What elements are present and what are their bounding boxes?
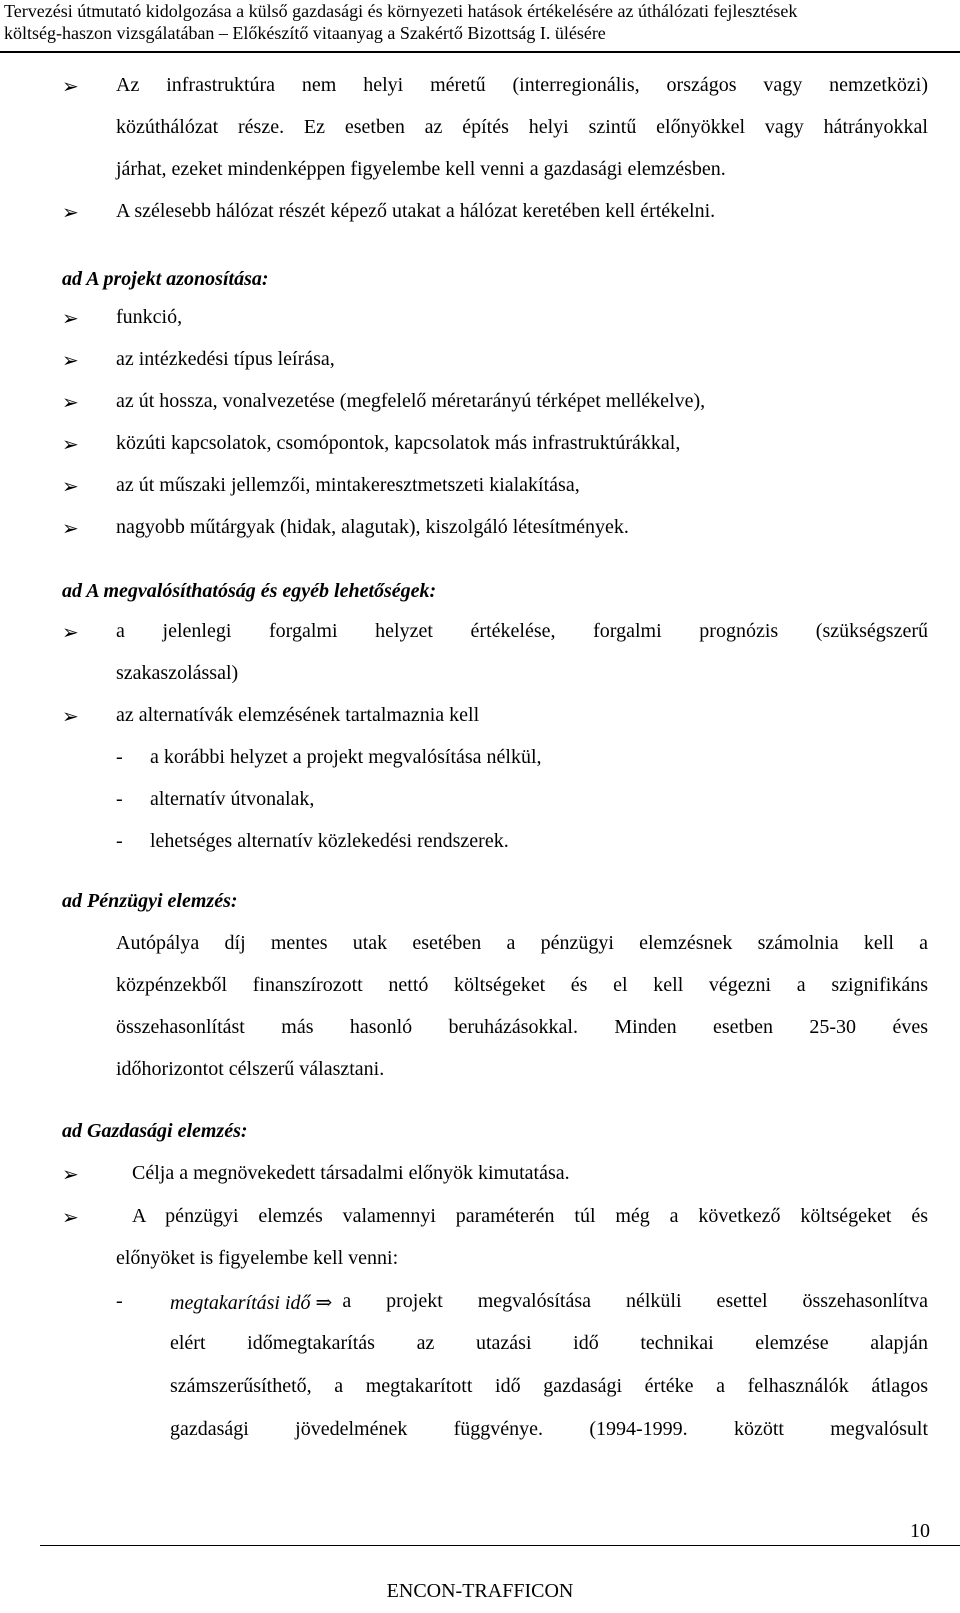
bullet-arrow-icon: ➢ (62, 308, 79, 330)
s3-line-2: közpénzekből finanszírozott nettó költségeket és el kell végezni a szignifikáns (116, 974, 928, 996)
bullet-arrow-icon: ➢ (62, 622, 79, 644)
s2-bullet-2: az alternatívák elemzésének tartalmaznia kell (116, 704, 480, 726)
dash-marker: - (116, 788, 123, 810)
footer-rule (40, 1545, 960, 1546)
header-line-1: Tervezési útmutató kidolgozása a külső gazdasági és környezeti hatások értékelésére az úthálózati fejlesztések (4, 1, 798, 21)
section-heading-project-identification: ad A projekt azonosítása: (62, 268, 269, 290)
bullet-arrow-icon: ➢ (62, 434, 79, 456)
bullet-arrow-icon: ➢ (62, 476, 79, 498)
bullet-arrow-icon: ➢ (62, 202, 79, 224)
s2-bullet-1-line-2: szakaszolással) (116, 662, 239, 684)
s1-item-4: közúti kapcsolatok, csomópontok, kapcsolatok más infrastruktúrákkal, (116, 432, 681, 454)
footer-company: ENCON-TRAFFICON (386, 1580, 574, 1602)
s4-bullet-1: Célja a megnövekedett társadalmi előnyök kimutatása. (132, 1162, 570, 1184)
section-heading-feasibility: ad A megvalósíthatóság és egyéb lehetőségek: (62, 580, 437, 602)
running-header (0, 0, 960, 48)
bullet-arrow-icon: ➢ (62, 706, 79, 728)
bullet-arrow-icon: ➢ (62, 1207, 79, 1229)
s4-dash-1-line-2: elért időmegtakarítás az utazási idő technikai elemzése alapján (170, 1332, 928, 1354)
bullet-arrow-icon: ➢ (62, 1164, 79, 1186)
s2-dash-2: alternatív útvonalak, (150, 788, 315, 810)
bullet-arrow-icon: ➢ (62, 350, 79, 372)
header-rule (0, 51, 960, 53)
implies-arrow-icon: ⇒ (315, 1292, 333, 1314)
header-line-2: költség-haszon vizsgálatában – Előkészítő vitaanyag a Szakértő Bizottság I. ülésére (4, 23, 606, 43)
s4-dash-1-line-1 (170, 1290, 928, 1315)
s1-item-3: az út hossza, vonalvezetése (megfelelő méretarányú térképet mellékelve), (116, 390, 706, 412)
s1-item-1: funkció, (116, 306, 183, 328)
bullet-arrow-icon: ➢ (62, 392, 79, 414)
s1-item-6: nagyobb műtárgyak (hidak, alagutak), kiszolgáló létesítmények. (116, 516, 629, 538)
s3-line-3: összehasonlítást más hasonló beruházásokkal. Minden esetben 25-30 éves (116, 1016, 928, 1038)
s4-dash-1-line-4: gazdasági jövedelmének függvénye. (1994-1999. között megvalósult (170, 1418, 928, 1440)
intro-bullet-1-line-1: Az infrastruktúra nem helyi méretű (interregionális, országos vagy nemzetközi) (116, 74, 928, 96)
intro-bullet-2: A szélesebb hálózat részét képező utakat a hálózat keretében kell értékelni. (116, 200, 716, 222)
page-number: 10 (910, 1520, 930, 1542)
term-time-saving: megtakarítási idő (170, 1292, 311, 1314)
s3-line-1: Autópálya díj mentes utak esetében a pénzügyi elemzésnek számolnia kell a (116, 932, 928, 954)
bullet-arrow-icon: ➢ (62, 76, 79, 98)
dash-marker: - (116, 746, 123, 768)
section-heading-economic-analysis: ad Gazdasági elemzés: (62, 1120, 248, 1142)
s4-dash-1-text: a projekt megvalósítása nélküli esettel összehasonlítva (342, 1290, 928, 1312)
s1-item-2: az intézkedési típus leírása, (116, 348, 335, 370)
s2-dash-1: a korábbi helyzet a projekt megvalósítása nélkül, (150, 746, 542, 768)
intro-bullet-1-line-2: közúthálózat része. Ez esetben az építés helyi szintű előnyökkel vagy hátrányokkal (116, 116, 928, 138)
bullet-arrow-icon: ➢ (62, 518, 79, 540)
s4-bullet-2-line-1: A pénzügyi elemzés valamennyi paraméterén túl még a következő költségeket és (132, 1205, 928, 1227)
s1-item-5: az út műszaki jellemzői, mintakeresztmetszeti kialakítása, (116, 474, 580, 496)
s2-dash-3: lehetséges alternatív közlekedési rendszerek. (150, 830, 509, 852)
intro-bullet-1-line-3: járhat, ezeket mindenképpen figyelembe kell venni a gazdasági elemzésben. (116, 158, 726, 180)
s4-dash-1-line-3: számszerűsíthető, a megtakarított idő gazdasági értéke a felhasználók átlagos (170, 1375, 928, 1397)
s3-line-4: időhorizontot célszerű választani. (116, 1058, 385, 1080)
s2-bullet-1-line-1: a jelenlegi forgalmi helyzet értékelése, forgalmi prognózis (szükségszerű (116, 620, 928, 642)
s4-bullet-2-line-2: előnyöket is figyelembe kell venni: (116, 1247, 399, 1269)
section-heading-financial-analysis: ad Pénzügyi elemzés: (62, 890, 238, 912)
dash-marker: - (116, 830, 123, 852)
dash-marker: - (116, 1290, 123, 1312)
